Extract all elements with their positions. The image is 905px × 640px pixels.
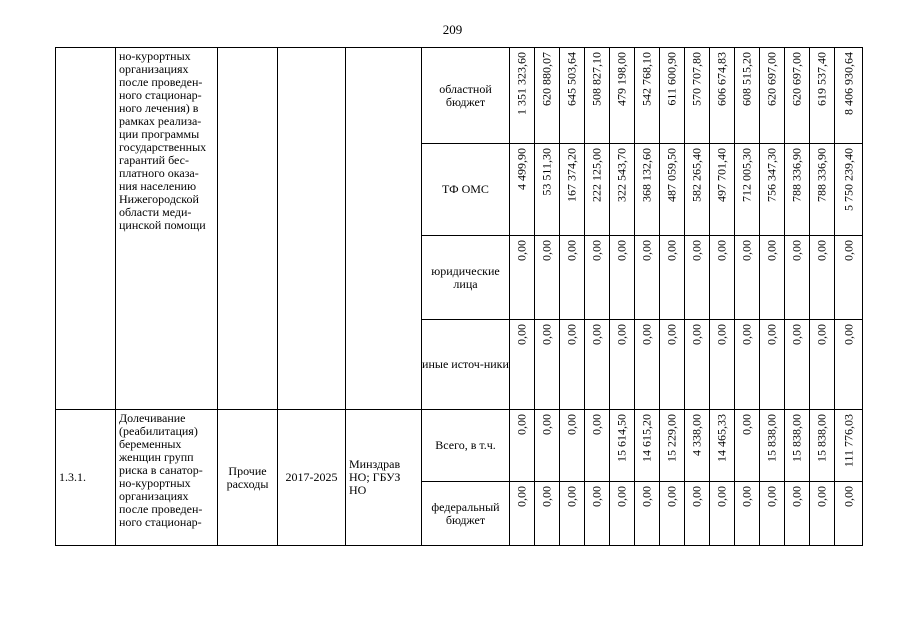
value-cell: 53 511,30 [535, 144, 560, 236]
value-cell: 4 499,90 [510, 144, 535, 236]
value-cell: 0,00 [760, 236, 785, 320]
value-cell: 788 336,90 [810, 144, 835, 236]
value-cell: 487 059,50 [660, 144, 685, 236]
value-cell: 620 880,07 [535, 48, 560, 144]
value-cell: 0,00 [510, 410, 535, 482]
value-cell: 0,00 [660, 320, 685, 410]
value-cell: 368 132,60 [635, 144, 660, 236]
value-cell: 15 838,00 [760, 410, 785, 482]
value-cell: 0,00 [560, 236, 585, 320]
total-value-cell: 0,00 [835, 236, 863, 320]
total-value-cell: 0,00 [835, 320, 863, 410]
value-cell: 0,00 [635, 236, 660, 320]
value-cell: 606 674,83 [710, 48, 735, 144]
value-cell: 0,00 [510, 482, 535, 546]
value-cell: 322 543,70 [610, 144, 635, 236]
page-number: 209 [442, 22, 463, 37]
number-cell-continued [56, 48, 116, 410]
value-cell: 0,00 [585, 320, 610, 410]
value-cell: 222 125,00 [585, 144, 610, 236]
value-cell: 14 465,33 [710, 410, 735, 482]
value-cell: 0,00 [810, 482, 835, 546]
value-cell: 0,00 [810, 320, 835, 410]
value-cell: 0,00 [610, 482, 635, 546]
value-cell: 0,00 [660, 482, 685, 546]
value-cell: 0,00 [810, 236, 835, 320]
value-cell: 0,00 [635, 320, 660, 410]
implementation-years: 2017-2025 [278, 410, 346, 546]
value-cell: 0,00 [785, 482, 810, 546]
value-cell: 645 503,64 [560, 48, 585, 144]
value-cell: 0,00 [785, 320, 810, 410]
activity-name-continued: но-курортных организациях после проведен-ного стационар-ного лечения) в рамках реализа-ции программы государственных гарантий бес-платного оказа-ния населению Нижегородской области меди-цинской помощи [116, 48, 218, 410]
value-cell: 4 338,00 [685, 410, 710, 482]
value-cell: 0,00 [610, 236, 635, 320]
value-cell: 620 697,00 [785, 48, 810, 144]
total-value-cell: 0,00 [835, 482, 863, 546]
value-cell: 0,00 [710, 236, 735, 320]
activity-number: 1.3.1. [56, 410, 116, 546]
value-cell: 497 701,40 [710, 144, 735, 236]
activity-name: Долечивание (реабилитация) беременных женщин групп риска в санатор-но-курортных организациях после проведен-ного стационар- [116, 410, 218, 546]
source-label: федеральный бюджет [422, 482, 510, 546]
value-cell: 542 768,10 [635, 48, 660, 144]
value-cell: 712 005,30 [735, 144, 760, 236]
value-cell: 15 838,00 [810, 410, 835, 482]
value-cell: 167 374,20 [560, 144, 585, 236]
value-cell: 756 347,30 [760, 144, 785, 236]
value-cell: 0,00 [735, 236, 760, 320]
value-cell: 608 515,20 [735, 48, 760, 144]
executor: Минздрав НО; ГБУЗ НО [346, 410, 422, 546]
total-value-cell: 8 406 930,64 [835, 48, 863, 144]
value-cell: 0,00 [560, 482, 585, 546]
value-cell: 0,00 [685, 482, 710, 546]
value-cell: 15 838,00 [785, 410, 810, 482]
source-label: Всего, в т.ч. [422, 410, 510, 482]
value-cell: 0,00 [560, 320, 585, 410]
value-cell: 0,00 [685, 236, 710, 320]
value-cell: 0,00 [535, 320, 560, 410]
value-cell: 0,00 [710, 482, 735, 546]
value-cell: 479 198,00 [610, 48, 635, 144]
value-cell: 570 707,80 [685, 48, 710, 144]
budget-table [55, 47, 863, 546]
value-cell: 0,00 [585, 410, 610, 482]
source-label: областной бюджет [422, 48, 510, 144]
source-row [56, 410, 863, 482]
value-cell: 15 614,50 [610, 410, 635, 482]
value-cell: 0,00 [585, 236, 610, 320]
source-row [56, 48, 863, 144]
value-cell: 0,00 [585, 482, 610, 546]
value-cell: 0,00 [735, 482, 760, 546]
value-cell: 1 351 323,60 [510, 48, 535, 144]
value-cell: 0,00 [735, 410, 760, 482]
value-cell: 0,00 [760, 482, 785, 546]
value-cell: 620 697,00 [760, 48, 785, 144]
value-cell: 0,00 [510, 236, 535, 320]
value-cell: 0,00 [535, 236, 560, 320]
source-label: юридические лица [422, 236, 510, 320]
value-cell: 582 265,40 [685, 144, 710, 236]
value-cell: 0,00 [610, 320, 635, 410]
value-cell: 0,00 [510, 320, 535, 410]
years-cell-continued [278, 48, 346, 410]
executor-cell-continued [346, 48, 422, 410]
value-cell: 508 827,10 [585, 48, 610, 144]
value-cell: 14 615,20 [635, 410, 660, 482]
value-cell: 0,00 [710, 320, 735, 410]
value-cell: 0,00 [660, 236, 685, 320]
total-value-cell: 5 750 239,40 [835, 144, 863, 236]
value-cell: 0,00 [635, 482, 660, 546]
expense-type: Прочие расходы [218, 410, 278, 546]
value-cell: 0,00 [560, 410, 585, 482]
source-label: ТФ ОМС [422, 144, 510, 236]
value-cell: 611 600,90 [660, 48, 685, 144]
total-value-cell: 111 776,03 [835, 410, 863, 482]
expense-type-cell-continued [218, 48, 278, 410]
value-cell: 0,00 [535, 410, 560, 482]
source-label: иные источ-ники [422, 320, 510, 410]
value-cell: 619 537,40 [810, 48, 835, 144]
value-cell: 0,00 [735, 320, 760, 410]
value-cell: 0,00 [760, 320, 785, 410]
value-cell: 0,00 [535, 482, 560, 546]
value-cell: 788 336,90 [785, 144, 810, 236]
value-cell: 0,00 [785, 236, 810, 320]
value-cell: 0,00 [685, 320, 710, 410]
value-cell: 15 229,00 [660, 410, 685, 482]
